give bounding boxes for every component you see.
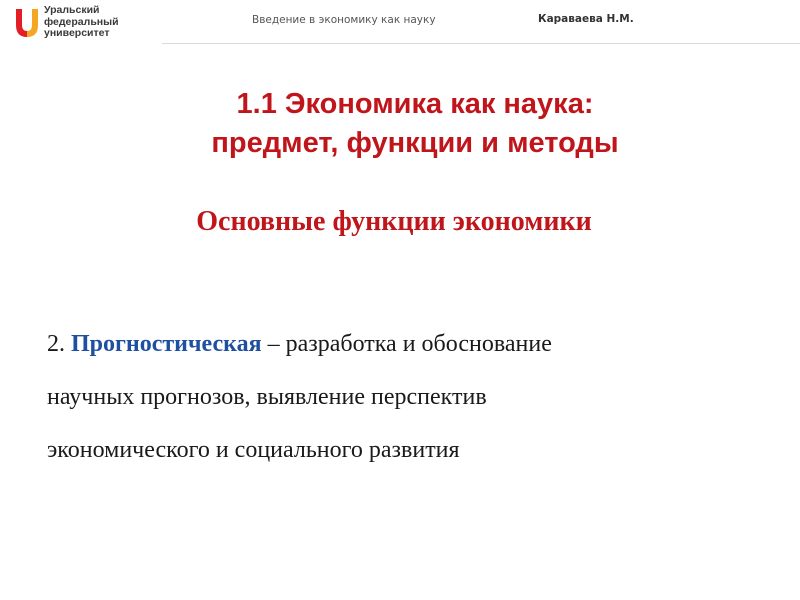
course-title: Введение в экономику как науку [252, 14, 436, 26]
slide-header [0, 0, 800, 44]
function-term: Прогностическая [71, 331, 262, 357]
header-divider [162, 43, 800, 44]
logo-line: Уральский [44, 4, 100, 16]
university-logo [14, 5, 154, 43]
slide-title [0, 85, 800, 163]
logo-text [44, 5, 119, 40]
item-number: 2. [47, 331, 65, 357]
definition-text: – разработка и обоснование [267, 331, 552, 357]
description-line: научных прогнозов, выявление перспектив [47, 384, 487, 410]
description-line [47, 318, 767, 371]
logo-line: федеральный [44, 15, 119, 28]
logo-line: университет [44, 27, 110, 39]
function-description [47, 318, 767, 477]
section-subtitle: Основные функции экономики [196, 206, 592, 237]
slide-title-line: предмет, функции и методы [211, 127, 619, 159]
description-line: экономического и социального развития [47, 437, 460, 463]
ural-university-logo-icon [14, 7, 40, 41]
slide-title-line: 1.1 Экономика как наука: [236, 88, 594, 120]
author-name: Караваева Н.М. [538, 13, 634, 25]
